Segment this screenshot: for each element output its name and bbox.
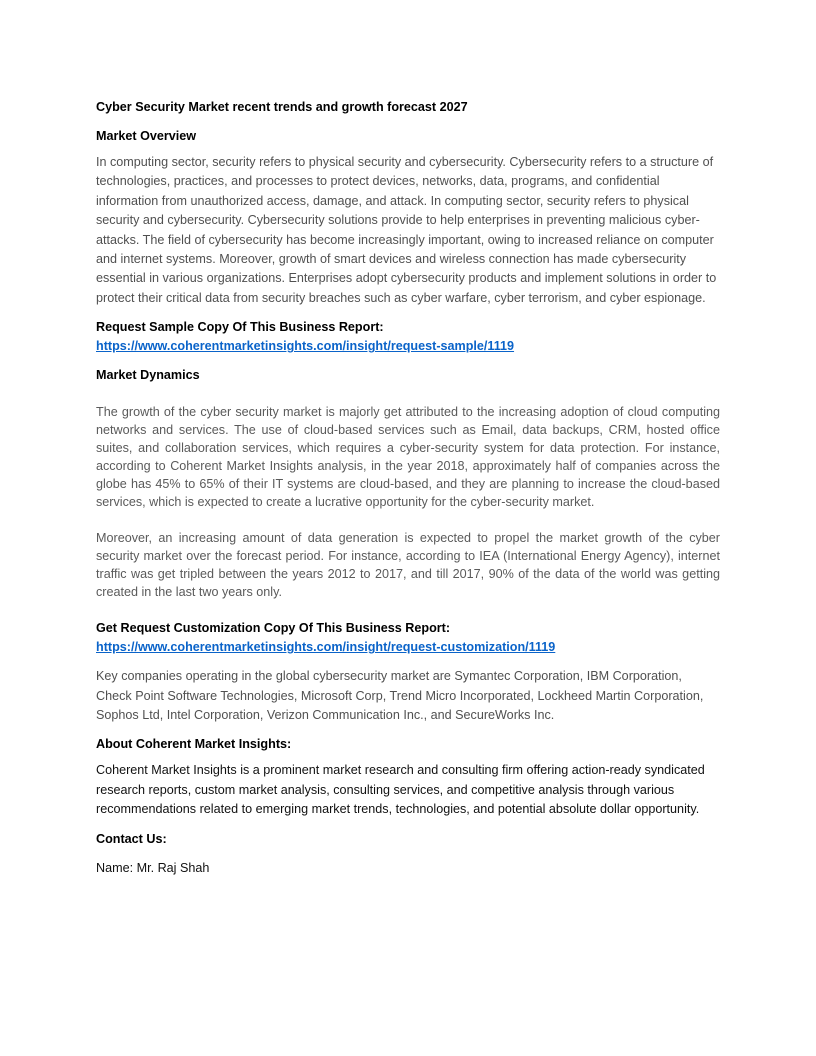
- document-title: Cyber Security Market recent trends and growth forecast 2027: [96, 100, 468, 114]
- sample-request-label: Request Sample Copy Of This Business Report:: [96, 320, 384, 335]
- key-companies-paragraph: Key companies operating in the global cybersecurity market are Symantec Corporation, IBM Corporation, Check Point Software Technologies, Microsoft Corp, Trend Micro Incorporated, Lockheed Martin Corporation, Sophos Ltd, Intel Corporation, Verizon Communication Inc., and SecureWorks Inc.: [96, 669, 704, 723]
- spacer: [96, 385, 720, 403]
- market-dynamics-paragraph-1: The growth of the cyber security market is majorly get attributed to the increasing adoption of cloud computing networks and services. The use of cloud-based services such as Email, data backups, CRM, hosted office suites, and collaboration services, which requires a cyber-security system for data protection. For instance, according to Coherent Market Insights analysis, in the year 2018, approximately half of companies across the globe has 45% to 65% of their IT systems are cloud-based, and they are planning to increase the cloud-based services, which is expected to create a lucrative opportunity for the cyber-security market.: [96, 405, 720, 510]
- market-overview-body: In computing sector, security refers to physical security and cybersecurity. Cybersecurity refers to a structure of technologies, practices, and processes to protect devices, networks, data, programs, and confidential information from unauthorized access, damage, and attack. In computing sector, security refers to physical security and cybersecurity. Cybersecurity solutions provide to help enterprises in preventing malicious cyber-attacks. The field of cybersecurity has become increasingly important, owing to increased reliance on computer and internet systems. Moreover, growth of smart devices and wireless connection has made cybersecurity essential in various organizations. Enterprises adopt cybersecurity products and implement solutions in order to protect their critical data from security breaches such as cyber warfare, cyber terrorism, and cyber espionage.: [96, 155, 717, 305]
- contact-name: Name: Mr. Raj Shah: [96, 860, 210, 875]
- customization-request-block: [96, 619, 720, 657]
- document-page: [96, 98, 720, 878]
- sample-request-block: [96, 318, 720, 356]
- customization-request-label: Get Request Customization Copy Of This Business Report:: [96, 621, 451, 636]
- sample-request-link[interactable]: https://www.coherentmarketinsights.com/insight/request-sample/1119: [96, 339, 515, 354]
- contact-heading: Contact Us:: [96, 831, 167, 846]
- about-body: Coherent Market Insights is a prominent market research and consulting firm offering action-ready syndicated research reports, custom market analysis, consulting services, and competitive analysis through various recommendations related to emerging market trends, technologies, and potential absolute dollar opportunity.: [96, 763, 705, 817]
- market-dynamics-paragraph-2: Moreover, an increasing amount of data generation is expected to propel the market growth of the cyber security market over the forecast period. For instance, according to IEA (International Energy Agency), internet traffic was get tripled between the years 2012 to 2017, and till 2017, 90% of the data of the world was getting created in the last two years only.: [96, 531, 720, 600]
- customization-request-link[interactable]: https://www.coherentmarketinsights.com/insight/request-customization/1119: [96, 640, 556, 655]
- about-heading: About Coherent Market Insights:: [96, 737, 292, 752]
- market-dynamics-heading: Market Dynamics: [96, 368, 200, 383]
- market-overview-heading: Market Overview: [96, 129, 197, 143]
